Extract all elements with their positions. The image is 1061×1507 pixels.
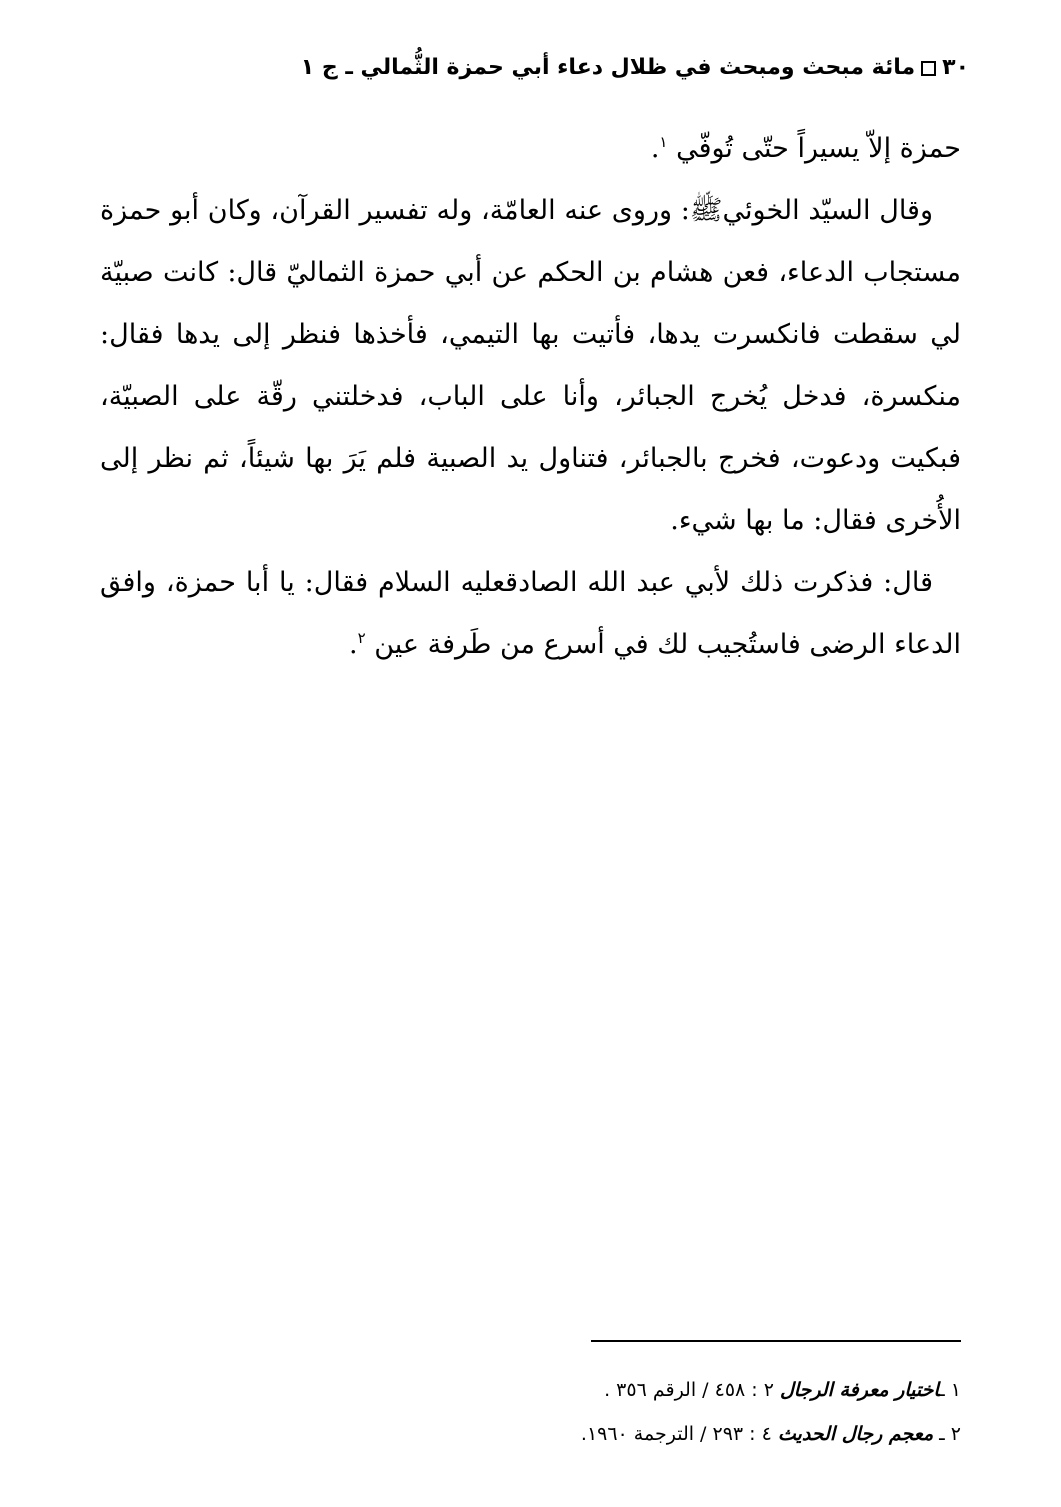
footnote-1 xyxy=(300,1368,961,1412)
running-header xyxy=(300,48,969,88)
footnote-1-details: ٢ : ٤٥٨ / الرقم ٣٥٦ . xyxy=(604,1379,774,1401)
paragraph-1 xyxy=(100,118,961,180)
footnote-2-number: ٢ ـ xyxy=(939,1423,961,1445)
paragraph-1-end: . xyxy=(650,133,660,164)
footnote-2-title: معجم رجال الحديث xyxy=(777,1423,934,1445)
main-text xyxy=(100,118,961,676)
running-title: مائة مبحث ومبحث في ظلال دعاء أبي حمزة الثُّمالي ـ ج ١ xyxy=(300,55,916,80)
footnote-1-title: اختيار معرفة الرجال xyxy=(779,1379,940,1401)
footnote-2 xyxy=(300,1412,961,1456)
footnote-ref-2[interactable]: ٢ xyxy=(357,629,366,647)
footnote-2-details: ٤ : ٢٩٣ / الترجمة ١٩٦٠. xyxy=(580,1423,772,1445)
paragraph-3 xyxy=(100,552,961,676)
paragraph-2: وقال السيّد الخوئيﷺ: وروى عنه العامّة، وله تفسير القرآن، وكان أبو حمزة مستجاب الدعاء، فعن هشام بن الحكم عن أبي حمزة الثماليّ قال: كانت صبيّة لي سقطت فانكسرت يدها، فأتيت بها التيمي، فأخذها فنظر إلى يدها فقال: منكسرة، فدخل يُخرج الجبائر، وأنا على الباب، فدخلتني رقّة على الصبيّة، فبكيت ودعوت، فخرج بالجبائر، فتناول يد الصبية فلم يَرَ بها شيئاً، ثم نظر إلى الأُخرى فقال: ما بها شيء. xyxy=(100,195,962,536)
paragraph-3-end: . xyxy=(348,629,358,660)
footnote-ref-1[interactable]: ١ xyxy=(659,133,668,151)
square-separator-icon xyxy=(921,61,936,76)
footnotes xyxy=(300,1368,961,1456)
page-number: ٣٠ xyxy=(942,55,969,80)
footnote-divider xyxy=(591,1340,961,1342)
footnote-1-number: ١ ـ xyxy=(939,1379,961,1401)
paragraph-3-text: قال: فذكرت ذلك لأبي عبد الله الصادقعليه السلام فقال: يا أبا حمزة، وافق الدعاء الرضى فاستُجيب لك في أسرع من طَرفة عين xyxy=(100,567,961,660)
paragraph-1-text: حمزة إلاّ يسيراً حتّى تُوفّي xyxy=(676,133,961,164)
